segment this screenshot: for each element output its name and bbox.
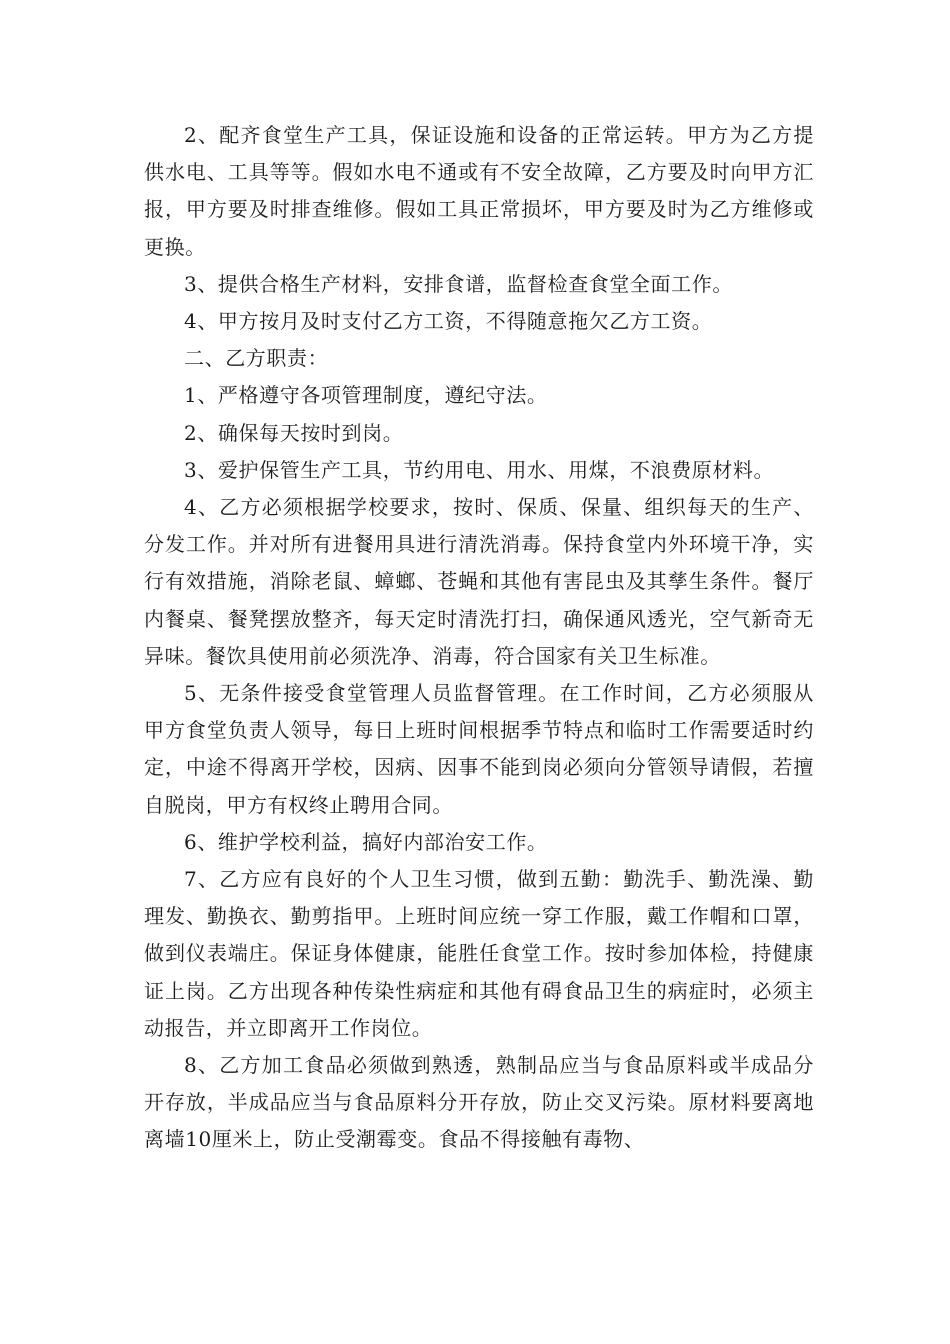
paragraph-party-b-item-7: 7、乙方应有良好的个人卫生习惯，做到五勤：勤洗手、勤洗澡、勤理发、勤换衣、勤剪指甲。上班时间应统一穿工作服，戴工作帽和口罩，做到仪表端庄。保证身体健康，能胜任食堂工作。按时参加体检，持健康证上岗。乙方出现各种传染性病症和其他有碍食品卫生的病症时，必须主动报告，并立即离开工作岗位。 bbox=[144, 867, 814, 1040]
section-heading-party-b-duties: 二、乙方职责： bbox=[184, 346, 329, 371]
paragraph-party-b-item-8: 8、乙方加工食品必须做到熟透，熟制品应当与食品原料或半成品分开存放，半成品应当与食品原料分开存放，防止交叉污染。原材料要离地离墙10厘米上，防止受潮霉变。食品不得接触有毒物、 bbox=[144, 1053, 814, 1152]
paragraph-party-b-item-5: 5、无条件接受食堂管理人员监督管理。在工作时间，乙方必须服从甲方食堂负责人领导，每日上班时间根据季节特点和临时工作需要适时约定，中途不得离开学校，因病、因事不能到岗必须向分管领导请假，若擅自脱岗，甲方有权终止聘用合同。 bbox=[144, 681, 814, 817]
document-body bbox=[144, 117, 814, 1159]
paragraph-party-a-item-4: 4、甲方按月及时支付乙方工资，不得随意拖欠乙方工资。 bbox=[184, 309, 713, 334]
paragraph-party-b-item-4: 4、乙方必须根据学校要求，按时、保质、保量、组织每天的生产、分发工作。并对所有进餐用具进行清洗消毒。保持食堂内外环境干净，实行有效措施，消除老鼠、蟑螂、苍蝇和其他有害昆虫及其孳生条件。餐厅内餐桌、餐凳摆放整齐，每天定时清洗打扫，确保通风透光，空气新奇无异味。餐饮具使用前必须洗净、消毒，符合国家有关卫生标准。 bbox=[144, 495, 814, 668]
paragraph-party-b-item-2: 2、确保每天按时到岗。 bbox=[184, 420, 404, 445]
paragraph-party-b-item-3: 3、爱护保管生产工具，节约用电、用水、用煤，不浪费原材料。 bbox=[184, 457, 775, 482]
paragraph-party-a-item-2: 2、配齐食堂生产工具，保证设施和设备的正常运转。甲方为乙方提供水电、工具等等。假如水电不通或有不安全故障，乙方要及时向甲方汇报，甲方要及时排查维修。假如工具正常损坏，甲方要及时为乙方维修或更换。 bbox=[144, 123, 814, 259]
paragraph-party-b-item-6: 6、维护学校利益，搞好内部治安工作。 bbox=[184, 829, 548, 854]
paragraph-party-a-item-3: 3、提供合格生产材料，安排食谱，监督检查食堂全面工作。 bbox=[184, 271, 733, 296]
paragraph-party-b-item-1: 1、严格遵守各项管理制度，遵纪守法。 bbox=[184, 383, 548, 408]
